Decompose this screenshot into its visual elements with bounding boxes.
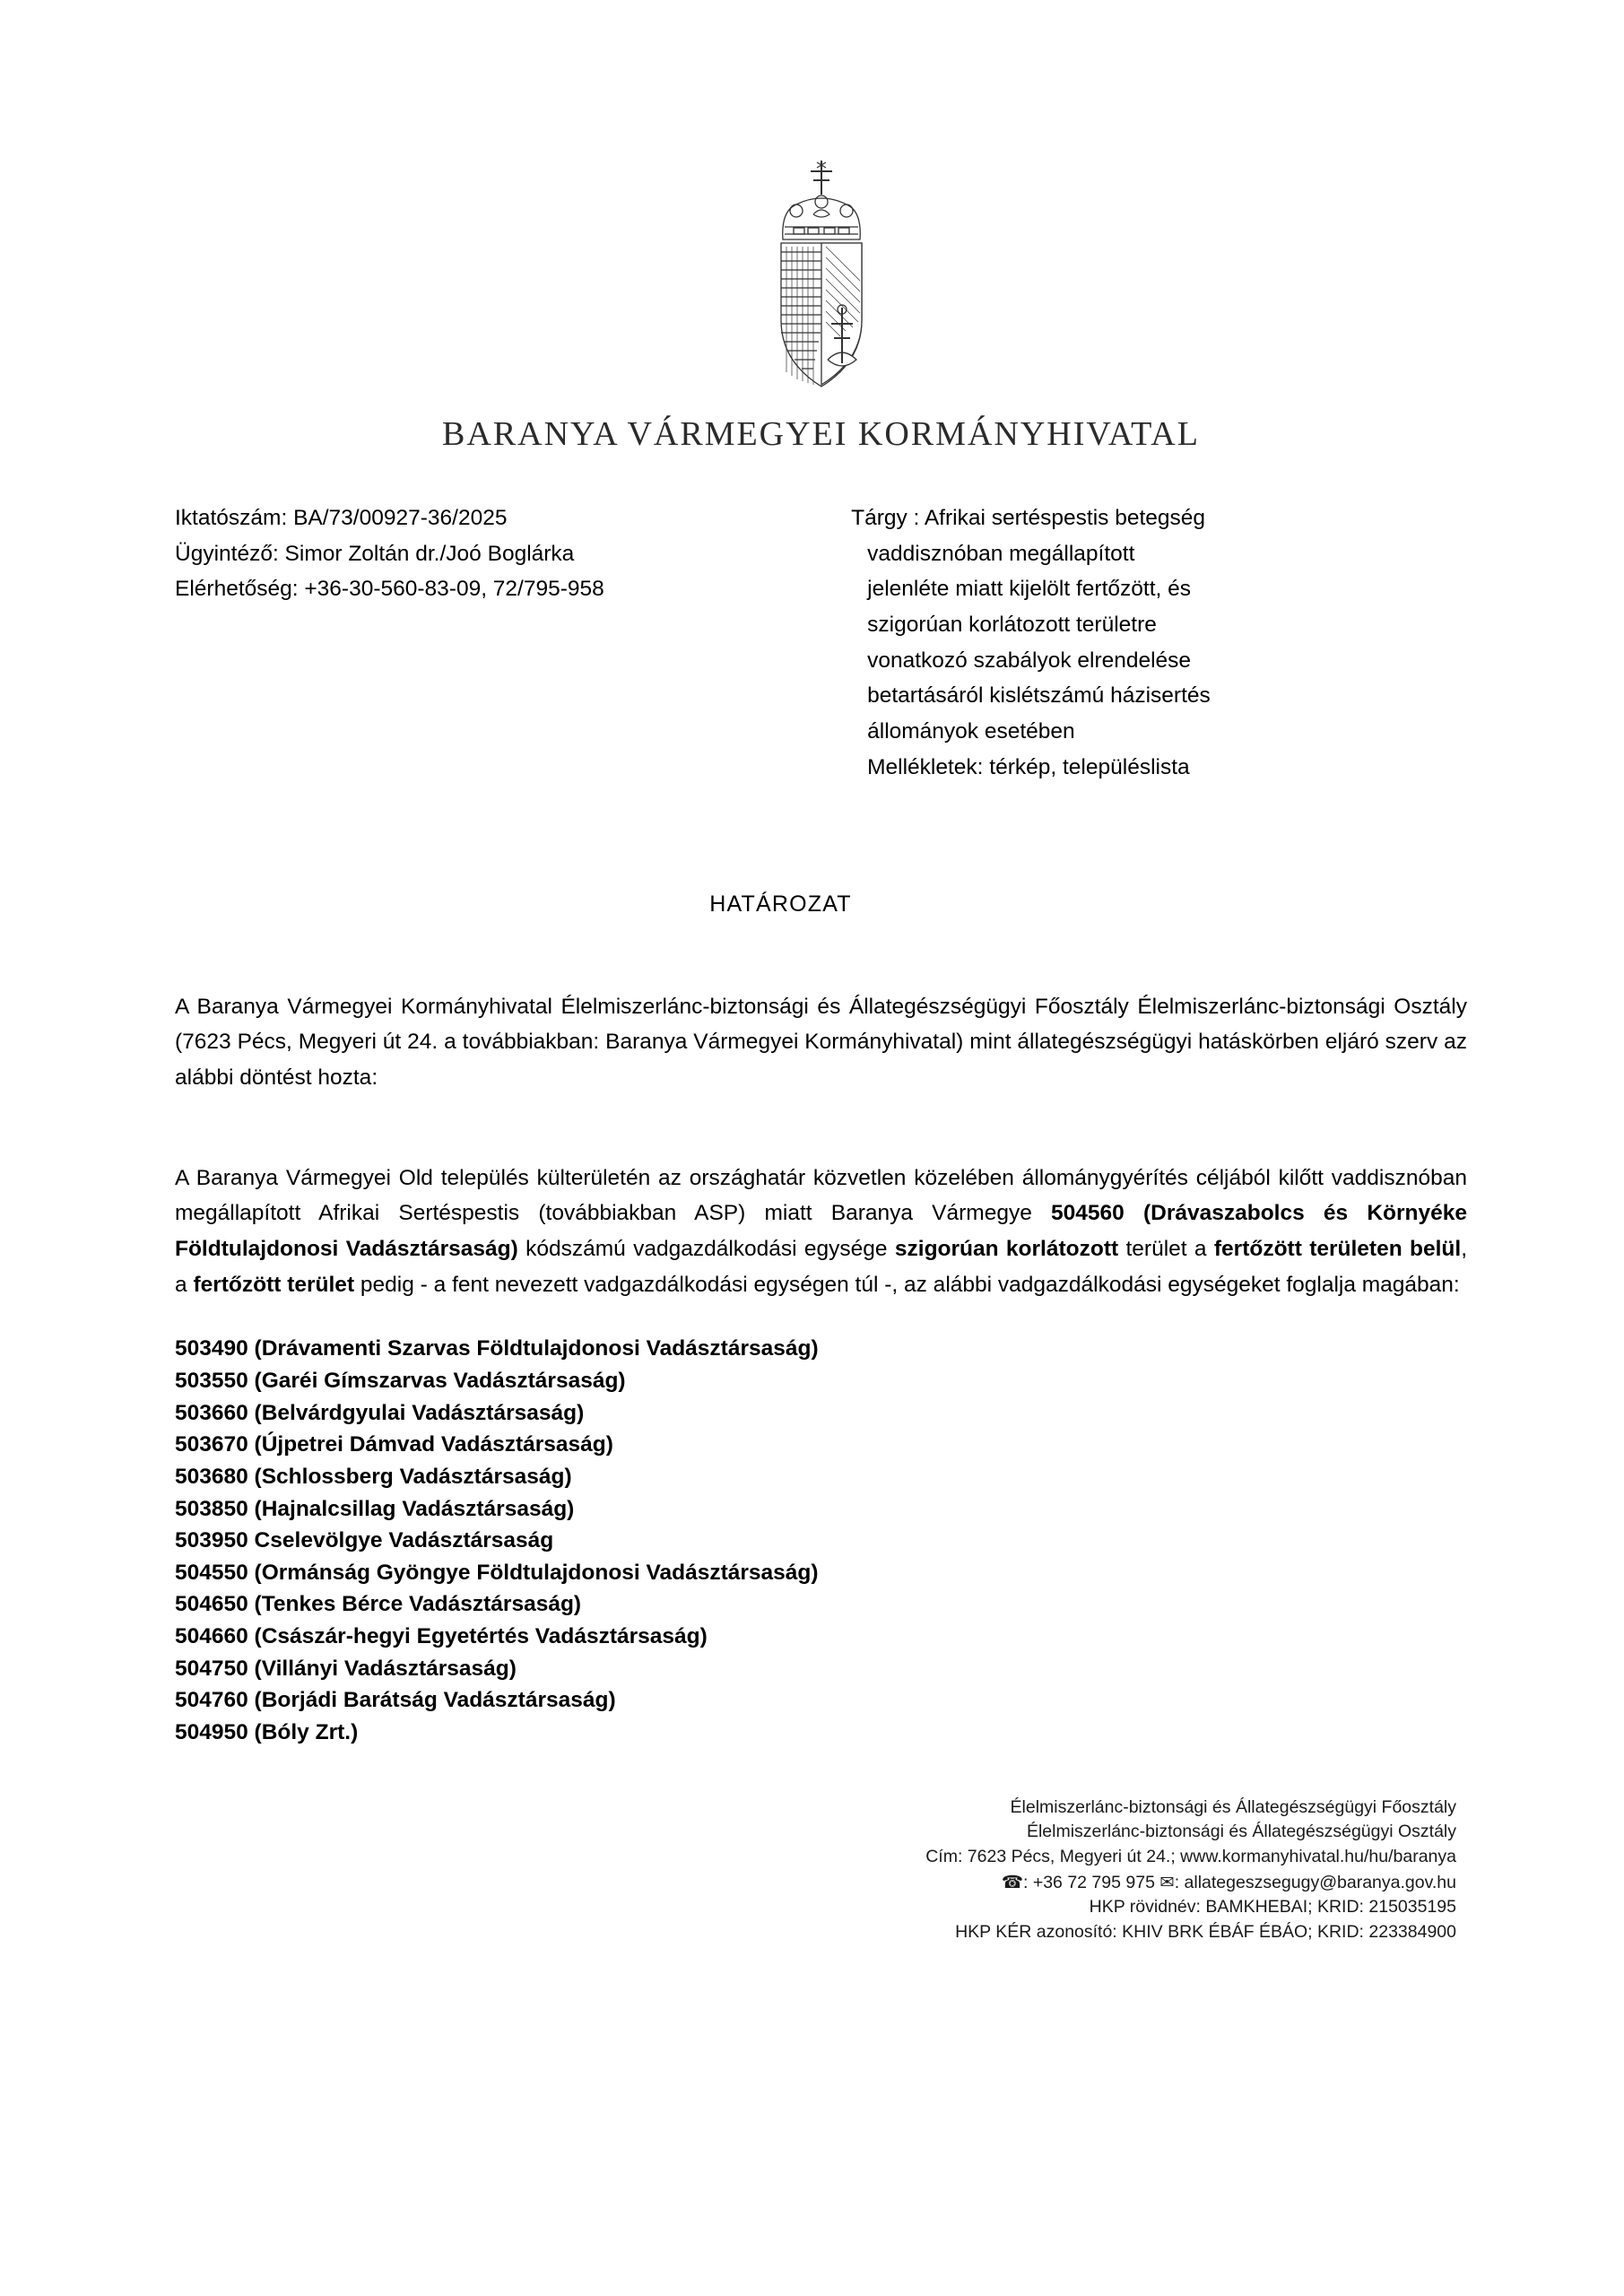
footer-email: : allategeszsegugy@baranya.gov.hu [1174,1872,1456,1892]
document-body [175,989,1467,1303]
subject-line-1: Tárgy : Afrikai sertéspestis betegség [851,506,1206,530]
crest-container [175,135,1467,395]
footer-hkp-short: HKP rövidnév: BAMKHEBAI; KRID: 215035195 [1089,1897,1456,1918]
registration-number: Iktatószám: BA/73/00927-36/2025 [175,506,508,530]
subject-line-7: állományok esetében [867,719,1075,744]
phone-icon: ☎ [1001,1871,1023,1892]
list-item: 503680 (Schlossberg Vadásztársaság) [175,1464,572,1489]
list-item: 504650 (Tenkes Bérce Vadásztársaság) [175,1592,582,1617]
office-title: BARANYA VÁRMEGYEI KORMÁNYHIVATAL [442,415,1200,453]
list-item: 503950 Cselevölgye Vadásztársaság [175,1528,554,1553]
decision-bold-2: szigorúan korlátozott [894,1236,1119,1261]
list-item: 503850 (Hajnalcsillag Vadásztársaság) [175,1496,575,1521]
paragraph-authority [175,989,1467,1096]
decision-text-1: A Baranya Vármegyei Old település külterületén az országhatár közvetlen közelében állománygyérítés céljából kilőtt vaddisznóban megállapított Afrikai Sertéspestis (továbbiakban ASP) miatt Baranya Vármegye [175,1165,1467,1226]
paragraph-authority-colon: : [371,1065,378,1090]
footer-address: Cím: 7623 Pécs, Megyeri út 24.; www.kormanyhivatal.hu/hu/baranya [925,1847,1456,1867]
list-item: 504550 (Ormánság Gyöngye Földtulajdonosi Vadásztársaság) [175,1560,819,1585]
decision-text-4: , a [175,1236,1467,1297]
footer-department: Élelmiszerlánc-biztonsági és Állategészségügyi Főosztály [1010,1796,1456,1817]
footer-division: Élelmiszerlánc-biztonsági és Állategészségügyi Osztály [1026,1822,1456,1842]
mail-icon: ✉ [1159,1871,1175,1892]
footer-phone: : +36 72 795 975 [1022,1872,1155,1892]
contact-info: Elérhetőség: +36-30-560-83-09, 72/795-958 [175,577,604,602]
paragraph-authority-text: A Baranya Vármegyei Kormányhivatal Élelmiszerlánc-biztonsági és Állategészségügyi Főosztály Élelmiszerlánc-biztonsági Osztály (7623 Pécs, Megyeri út 24. a továbbiakban: Baranya Vármegyei Kormányhivatal) mint állategészségügyi hatáskörben eljáró szerv az alábbi döntést hozta [175,994,1467,1090]
list-item: 504660 (Császár-hegyi Egyetértés Vadásztársaság) [175,1624,708,1649]
list-item: 504950 (Bóly Zrt.) [175,1720,359,1744]
meta-right-column [842,500,1467,786]
hungarian-coat-of-arms-icon [754,157,889,395]
meta-block [175,500,1467,786]
list-item: 503670 (Újpetrei Dámvad Vadásztársaság) [175,1432,613,1457]
decision-text-3: terület a [1118,1236,1214,1261]
list-item: 504760 (Borjádi Barátság Vadásztársaság) [175,1688,616,1713]
subject-line-6: betartásáról kislétszámú házisertés [867,683,1211,709]
subject-line-4: szigorúan korlátozott területre [867,613,1157,638]
decision-bold-3: fertőzött területen belül [1213,1236,1462,1261]
list-item: 503550 (Garéi Gímszarvas Vadásztársaság) [175,1368,626,1393]
footer-hkp-ker: HKP KÉR azonosító: KHIV BRK ÉBÁF ÉBÁO; KRID: 223384900 [955,1922,1456,1943]
case-handler: Ügyintéző: Simor Zoltán dr./Joó Boglárka [175,541,575,566]
meta-left-column [175,500,842,786]
list-item: 504750 (Villányi Vadásztársaság) [175,1656,517,1681]
decision-text-5: pedig - a fent nevezett vadgazdálkodási egységen túl -, az alábbi vadgazdálkodási egységeket foglalja magában: [354,1272,1460,1297]
paragraph-decision [175,1161,1467,1303]
page-footer [175,1796,1467,1945]
subject-line-3: jelenléte miatt kijelölt fertőzött, és [867,577,1191,602]
decision-bold-4: fertőzött terület [193,1272,355,1297]
subject-line-5: vonatkozó szabályok elrendelése [867,648,1192,673]
footer-contact-row [175,1870,1456,1896]
list-item: 503490 (Drávamenti Szarvas Földtulajdonosi Vadásztársaság) [175,1336,819,1361]
list-item: 503660 (Belvárdgyulai Vadásztársaság) [175,1400,585,1425]
hunting-unit-list [175,1333,1467,1748]
page-title: HATÁROZAT [709,891,852,917]
decision-bold-1: 504560 (Drávaszabolcs és Környéke Földtulajdonosi Vadásztársaság) [175,1201,1468,1261]
decision-text-2: kódszámú vadgazdálkodási egysége [517,1236,895,1261]
attachments-line: Mellékletek: térkép, településlista [867,754,1190,779]
subject-line-2: vaddisznóban megállapított [867,541,1135,566]
